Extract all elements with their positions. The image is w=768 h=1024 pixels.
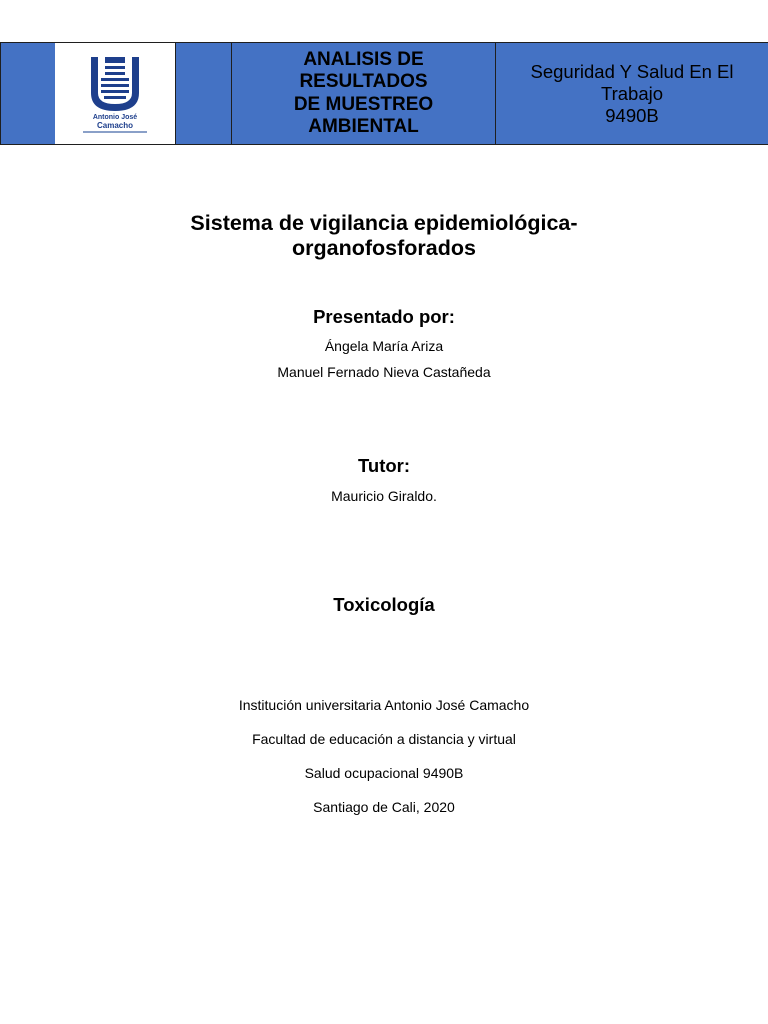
course-cell	[495, 42, 768, 145]
header-table	[0, 42, 768, 145]
doc-title-line: AMBIENTAL	[308, 116, 419, 137]
subject-heading: Toxicología	[333, 594, 435, 615]
header-cell-spacer	[175, 42, 232, 145]
place-date-line: Santiago de Cali, 2020	[313, 799, 455, 815]
doc-title-cell	[231, 42, 496, 145]
institution-logo-icon	[91, 57, 139, 113]
logo-cell	[55, 42, 175, 145]
author-name: Manuel Fernado Nieva Castañeda	[277, 364, 491, 380]
tutor-heading: Tutor:	[357, 455, 411, 476]
doc-title-line: RESULTADOS	[299, 71, 428, 92]
logo-text-line1: Antonio José	[92, 114, 138, 121]
logo-text-line2: Camacho	[96, 121, 133, 130]
faculty-line: Facultad de educación a distancia y virtual	[252, 731, 516, 747]
title-line: Sistema de vigilancia epidemiológica-	[190, 211, 578, 235]
course-name-line: Seguridad Y Salud En El	[530, 60, 734, 82]
presented-by-heading: Presentado por:	[313, 306, 455, 327]
logo-tagline-bar	[83, 131, 147, 133]
doc-title-line: ANALISIS DE	[303, 48, 424, 70]
author-name: Ángela María Ariza	[324, 338, 444, 354]
doc-title-line: DE MUESTREO	[293, 93, 434, 115]
document-title	[0, 211, 768, 261]
logo-wordmark	[80, 114, 150, 130]
program-line: Salud ocupacional 9490B	[304, 765, 464, 781]
institution-line: Institución universitaria Antonio José Camacho	[238, 697, 530, 713]
doc-title	[294, 49, 433, 139]
header-cell-left	[0, 42, 56, 145]
course-code: 9490B	[605, 104, 659, 126]
tutor-name: Mauricio Giraldo.	[331, 488, 437, 504]
course-info	[531, 61, 734, 127]
course-name-line: Trabajo	[600, 82, 664, 104]
title-line: organofosforados	[292, 236, 476, 260]
